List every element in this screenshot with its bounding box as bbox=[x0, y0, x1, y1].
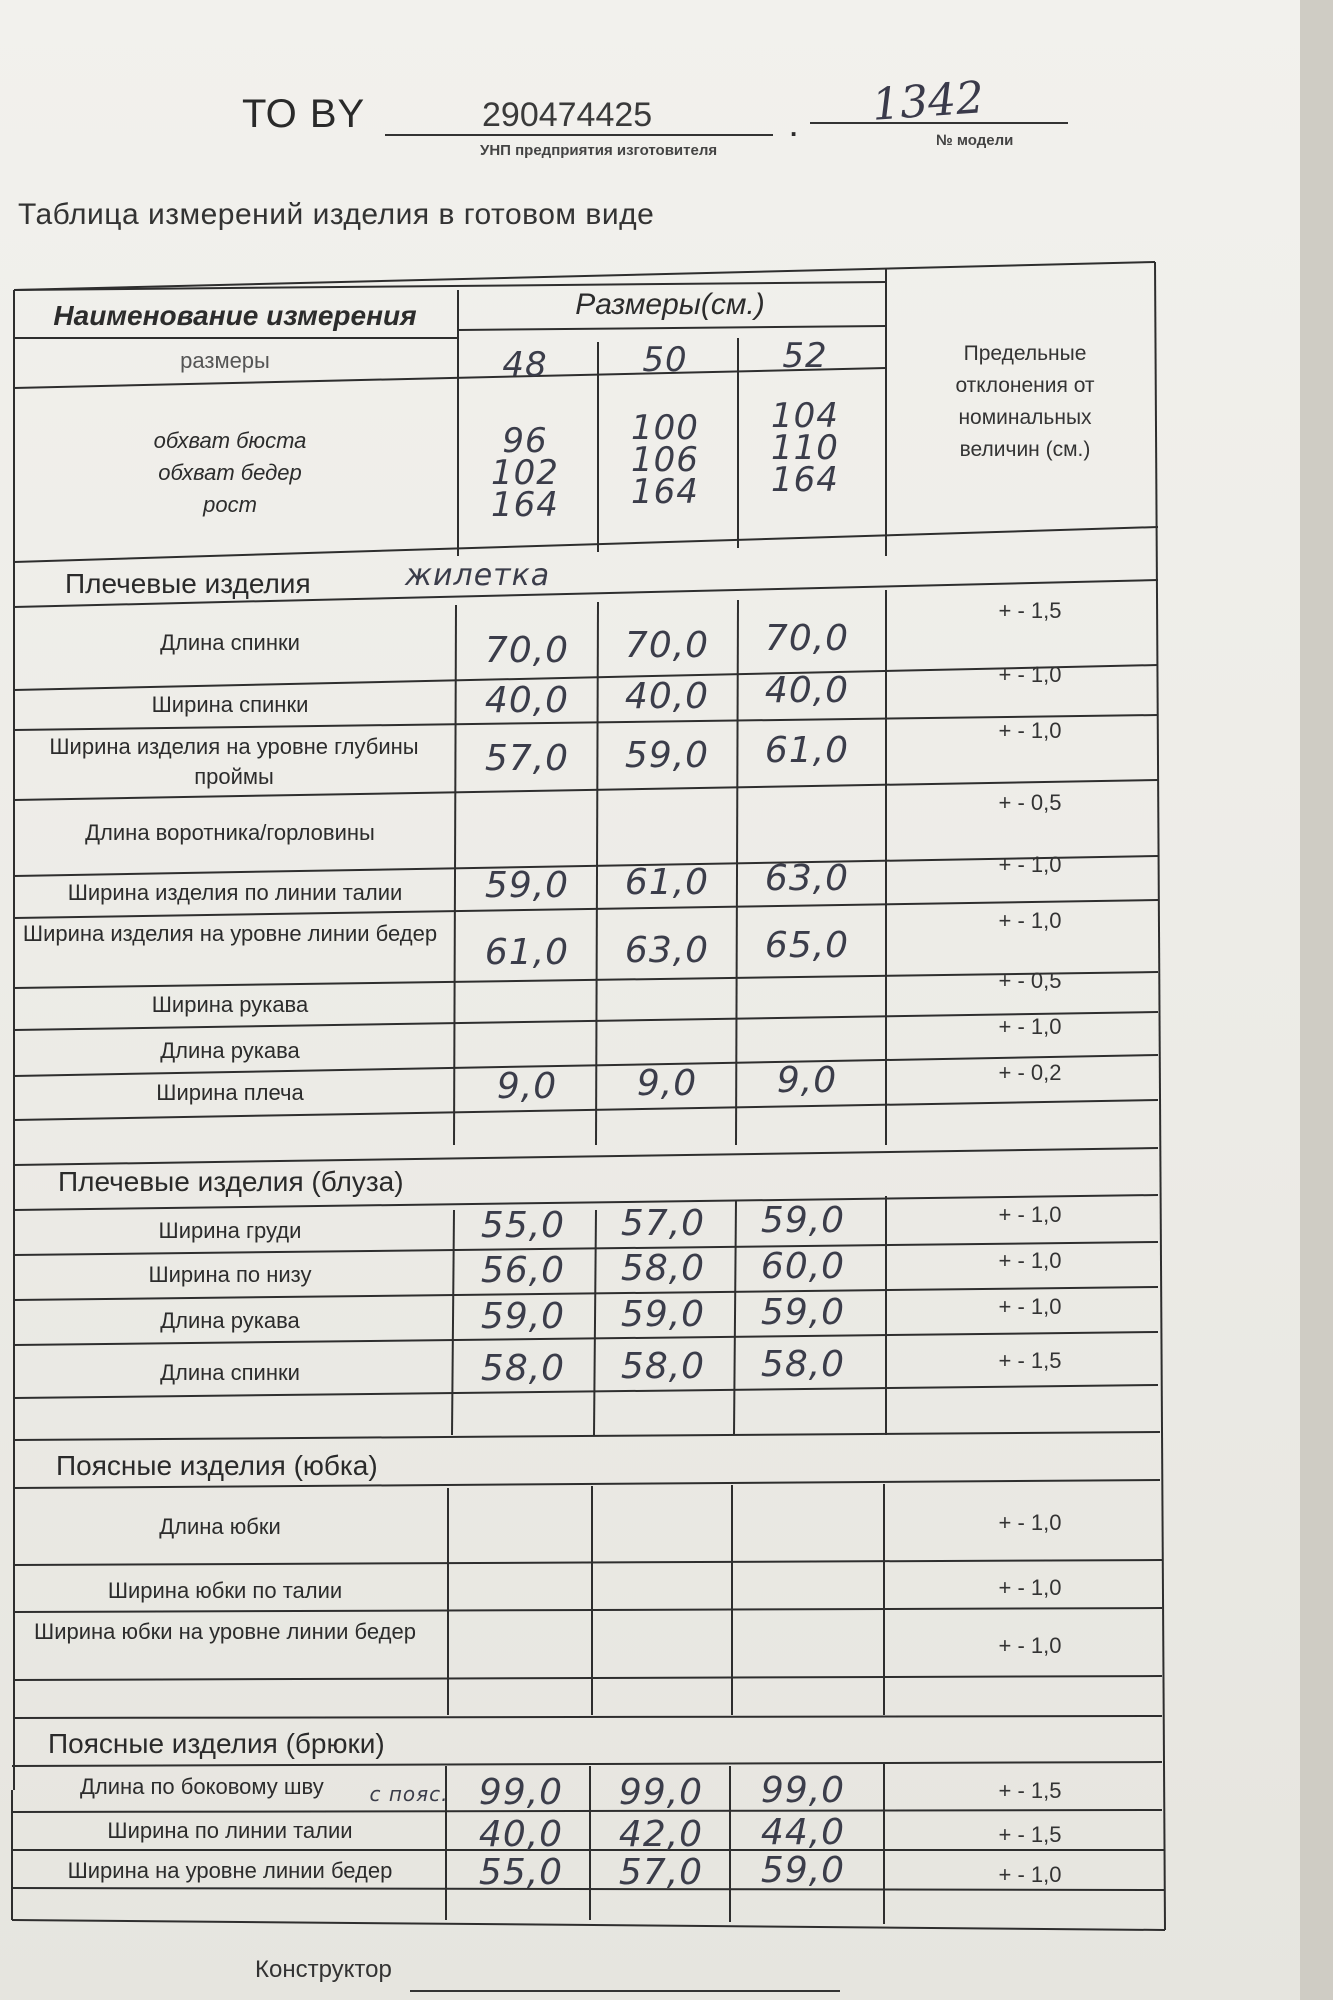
row-value: 57,0 bbox=[484, 738, 570, 779]
row-value: 59,0 bbox=[484, 865, 570, 906]
row-tolerance: + - 1,0 bbox=[998, 1510, 1062, 1535]
separator-dot: . bbox=[790, 112, 798, 142]
row-value: 40,0 bbox=[764, 670, 850, 711]
row-value: 63,0 bbox=[624, 930, 710, 971]
row-value: 59,0 bbox=[620, 1294, 706, 1335]
hip-label: обхват бедер bbox=[158, 460, 302, 485]
row-name: Ширина плеча bbox=[156, 1080, 304, 1105]
row-name: Ширина груди bbox=[158, 1218, 302, 1243]
section-shoulder-title: Плечевые изделия bbox=[65, 568, 311, 599]
row-tolerance: + - 1,0 bbox=[998, 1862, 1062, 1887]
size-52: 52 bbox=[782, 336, 828, 376]
row-name: Ширина спинки bbox=[151, 692, 309, 717]
row-name: Ширина изделия на уровне глубины проймы bbox=[49, 734, 419, 789]
row-value: 99,0 bbox=[618, 1772, 704, 1813]
page-title: Таблица измерений изделия в готовом виде bbox=[18, 198, 655, 231]
row-tolerance: + - 1,5 bbox=[998, 1348, 1062, 1373]
header-sizes-label: размеры bbox=[180, 348, 270, 373]
section-blouse-title: Плечевые изделия (блуза) bbox=[58, 1166, 404, 1197]
dimensions-48: 96 102 164 bbox=[491, 421, 559, 525]
row-value: 61,0 bbox=[484, 932, 570, 973]
row-value: 61,0 bbox=[624, 862, 710, 903]
row-tolerance: + - 0,2 bbox=[998, 1060, 1062, 1085]
row-value: 58,0 bbox=[480, 1348, 566, 1389]
background-edge bbox=[1300, 0, 1333, 2000]
row-name: Ширина изделия на уровне линии бедер bbox=[22, 921, 438, 946]
constructor-signature-line bbox=[410, 1990, 840, 1992]
height-label: рост bbox=[203, 492, 257, 517]
row-name: Ширина рукава bbox=[151, 992, 309, 1017]
row-name: Длина воротника/горловины bbox=[85, 820, 375, 845]
row-value: 55,0 bbox=[480, 1205, 566, 1246]
row-name: Длина рукава bbox=[160, 1038, 300, 1063]
row-tolerance: + - 1,0 bbox=[998, 718, 1062, 743]
row-value: 58,0 bbox=[760, 1344, 846, 1385]
row-value: 70,0 bbox=[764, 618, 850, 659]
row-tolerance: + - 1,0 bbox=[998, 908, 1062, 933]
unp-underline bbox=[385, 134, 773, 136]
row-value: 40,0 bbox=[484, 680, 570, 721]
row-note: с пояс. bbox=[369, 1782, 449, 1806]
header-measurement-name: Наименование измерения bbox=[53, 300, 417, 331]
row-value: 70,0 bbox=[484, 630, 570, 671]
constructor-label: Конструктор bbox=[255, 1956, 392, 1983]
dimension-labels bbox=[90, 425, 370, 521]
row-value: 57,0 bbox=[620, 1203, 706, 1244]
row-name: Ширина юбки по талии bbox=[107, 1578, 343, 1603]
row-value: 60,0 bbox=[760, 1246, 846, 1287]
header-sizes: Размеры(см.) bbox=[575, 288, 765, 321]
section-skirt-title: Поясные изделия (юбка) bbox=[56, 1450, 378, 1481]
unp-caption: УНП предприятия изготовителя bbox=[480, 142, 718, 159]
row-name: Ширина на уровне линии бедер bbox=[67, 1858, 393, 1883]
row-value: 9,0 bbox=[636, 1063, 698, 1104]
row-tolerance: + - 1,5 bbox=[998, 598, 1062, 623]
row-value: 59,0 bbox=[760, 1850, 846, 1891]
row-tolerance: + - 1,0 bbox=[998, 1014, 1062, 1039]
row-tolerance: + - 1,0 bbox=[998, 1248, 1062, 1273]
row-tolerance: + - 1,0 bbox=[998, 1575, 1062, 1600]
row-value: 59,0 bbox=[624, 735, 710, 776]
bust-label: обхват бюста bbox=[153, 428, 307, 453]
row-tolerance: + - 1,0 bbox=[998, 662, 1062, 687]
model-caption: № модели bbox=[936, 132, 1014, 149]
section-trousers-title: Поясные изделия (брюки) bbox=[48, 1728, 385, 1759]
row-value: 99,0 bbox=[760, 1770, 846, 1811]
row-value: 58,0 bbox=[620, 1346, 706, 1387]
row-name: Длина юбки bbox=[159, 1514, 281, 1539]
row-value: 59,0 bbox=[760, 1292, 846, 1333]
row-tolerance: + - 1,0 bbox=[998, 1633, 1062, 1658]
row-value: 40,0 bbox=[624, 676, 710, 717]
row-value: 57,0 bbox=[618, 1852, 704, 1893]
row-name: Ширина изделия по линии талии bbox=[67, 880, 403, 905]
row-value: 61,0 bbox=[764, 730, 850, 771]
dimensions-52: 104 110 164 bbox=[771, 396, 839, 500]
row-tolerance: + - 0,5 bbox=[998, 968, 1062, 993]
row-value: 9,0 bbox=[776, 1060, 838, 1101]
row-value: 99,0 bbox=[478, 1772, 564, 1813]
row-value: 65,0 bbox=[764, 925, 850, 966]
row-value: 40,0 bbox=[478, 1814, 564, 1855]
row-value: 63,0 bbox=[764, 858, 850, 899]
section-shoulder-note: жилетка bbox=[405, 558, 551, 593]
row-value: 56,0 bbox=[480, 1250, 566, 1291]
size-48: 48 bbox=[502, 345, 548, 385]
row-value: 70,0 bbox=[624, 625, 710, 666]
row-tolerance: + - 1,5 bbox=[998, 1778, 1062, 1803]
row-tolerance: + - 1,0 bbox=[998, 1202, 1062, 1227]
row-name: Длина рукава bbox=[160, 1308, 300, 1333]
model-number: 1342 bbox=[870, 72, 986, 131]
row-value: 59,0 bbox=[760, 1200, 846, 1241]
row-value: 42,0 bbox=[618, 1814, 704, 1855]
row-name: Длина спинки bbox=[160, 630, 300, 655]
unp-value: 290474425 bbox=[482, 96, 653, 134]
row-name: Ширина по низу bbox=[148, 1262, 312, 1287]
row-name: Длина по боковому шву bbox=[80, 1774, 324, 1799]
row-tolerance: + - 1,0 bbox=[998, 1294, 1062, 1319]
row-value: 59,0 bbox=[480, 1296, 566, 1337]
header-tolerance: Предельные отклонения от номинальных величин (см.) bbox=[955, 342, 1095, 461]
row-value: 58,0 bbox=[620, 1248, 706, 1289]
row-name: Ширина по линии талии bbox=[107, 1818, 353, 1843]
row-value: 44,0 bbox=[760, 1812, 846, 1853]
model-underline bbox=[810, 122, 1068, 124]
row-tolerance: + - 1,0 bbox=[998, 852, 1062, 877]
row-tolerance: + - 0,5 bbox=[998, 790, 1062, 815]
row-value: 9,0 bbox=[496, 1066, 558, 1107]
to-by-label: ТО ВY bbox=[242, 92, 366, 136]
row-name: Длина спинки bbox=[160, 1360, 300, 1385]
row-value: 55,0 bbox=[478, 1852, 564, 1893]
row-tolerance: + - 1,5 bbox=[998, 1822, 1062, 1847]
dimensions-50: 100 106 164 bbox=[631, 408, 699, 512]
size-50: 50 bbox=[642, 340, 688, 380]
row-name: Ширина юбки на уровне линии бедер bbox=[34, 1619, 416, 1644]
